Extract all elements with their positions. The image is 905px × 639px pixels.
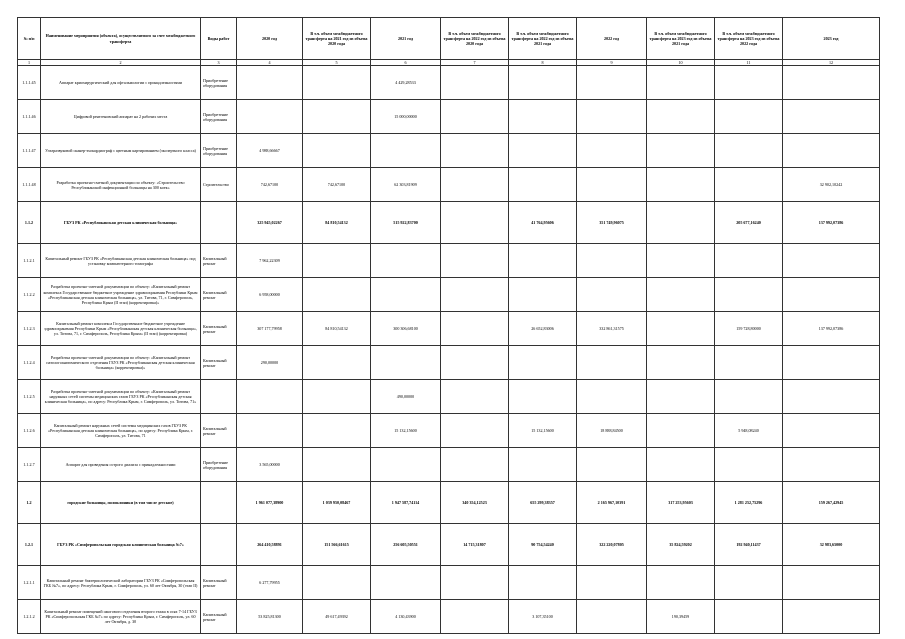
value-cell — [715, 448, 783, 482]
value-cell: 1 961 077,38900 — [237, 482, 303, 524]
col-2021-header: 2021 год — [371, 18, 441, 60]
row-number: 1.1.1.48 — [18, 168, 41, 202]
value-cell: 1 947 587,74114 — [371, 482, 441, 524]
row-name: Капитальный ремонт бактериологической лаборатории ГБУЗ РК «Симферопольская ГКБ №7», по адресу: Республика Крым, г. Симферополь, ул. 60 лет Октября, 30 (этап II) — [41, 566, 201, 600]
budget-table — [17, 17, 880, 634]
col-number: 6 — [371, 60, 441, 66]
row-name: Капитальный ремонт ГБУЗ РК «Республиканская детская клиническая больница» под установку компьютерного томографа — [41, 244, 201, 278]
value-cell: 317 253,95603 — [647, 482, 715, 524]
row-name: Капитальный ремонт помещений ожогового отделения второго этажа в осях 7-14 ГБУЗ РК «Симферопольская ГКБ №7» по адресу: Республика Крым, г. Симферополь, ул. 60 лет Октября, д. 30 — [41, 600, 201, 634]
value-cell: 35 824,59202 — [647, 524, 715, 566]
value-cell — [303, 134, 371, 168]
value-cell: 62 303,81909 — [371, 168, 441, 202]
value-cell — [715, 66, 783, 100]
col-number: 1 — [18, 60, 41, 66]
col-t2023a-header: В т.ч. объем межбюджетного трансферта на 2023 год из объема 2021 года — [647, 18, 715, 60]
value-cell — [647, 168, 715, 202]
value-cell — [441, 312, 509, 346]
value-cell: 3 107,35100 — [509, 600, 577, 634]
row-number: 1.1.2.7 — [18, 448, 41, 482]
value-cell — [577, 244, 647, 278]
value-cell: 2 165 967,10391 — [577, 482, 647, 524]
value-cell — [647, 134, 715, 168]
value-cell: 307 177,79958 — [237, 312, 303, 346]
value-cell — [509, 278, 577, 312]
row-work-type: Приобретение оборудования — [201, 100, 237, 134]
row-work-type: Приобретение оборудования — [201, 134, 237, 168]
table-row — [18, 66, 880, 100]
value-cell — [647, 448, 715, 482]
value-cell — [647, 244, 715, 278]
col-t2022b-header: В т.ч. объем межбюджетного трансферта на 2022 год из объема 2021 года — [509, 18, 577, 60]
table-row — [18, 524, 880, 566]
value-cell — [577, 278, 647, 312]
col-2020-header: 2020 год — [237, 18, 303, 60]
value-cell — [509, 100, 577, 134]
col-t2022a-header: В т.ч. объем межбюджетного трансферта на 2022 год из объема 2020 года — [441, 18, 509, 60]
value-cell: 256 605,50551 — [371, 524, 441, 566]
table-row — [18, 346, 880, 380]
value-cell: 1 281 252,75296 — [715, 482, 783, 524]
value-cell — [237, 100, 303, 134]
value-cell: 742,67100 — [237, 168, 303, 202]
col-number: 10 — [647, 60, 715, 66]
value-cell — [647, 346, 715, 380]
row-work-type — [201, 202, 237, 244]
row-work-type: Капитальный ремонт — [201, 566, 237, 600]
value-cell — [715, 380, 783, 414]
row-number: 1.1.2.1 — [18, 244, 41, 278]
col-work-header: Виды работ — [201, 18, 237, 60]
col-number: 12 — [783, 60, 880, 66]
value-cell — [577, 134, 647, 168]
value-cell: 26 652,83006 — [509, 312, 577, 346]
row-work-type — [201, 524, 237, 566]
value-cell: 32 902,10242 — [783, 168, 880, 202]
row-number: 1.2.1.1 — [18, 566, 41, 600]
table-row — [18, 202, 880, 244]
row-work-type: Приобретение оборудования — [201, 448, 237, 482]
table-row — [18, 278, 880, 312]
value-cell — [371, 566, 441, 600]
value-cell — [783, 134, 880, 168]
value-cell: 290,00000 — [237, 346, 303, 380]
row-name: Разработка проектно-сметной документации по объекту: «Капитальный ремонт наружных сетей системы медицинских газов ГБУЗ РК «Республиканская детская клиническая больница», по адресу: Республика Крым, г. Симферополь, ул. Титова, 71» — [41, 380, 201, 414]
value-cell — [441, 278, 509, 312]
row-name: Цифровой рентгеновский аппарат на 2 рабочих места — [41, 100, 201, 134]
value-cell — [509, 566, 577, 600]
row-work-type: Капитальный ремонт — [201, 278, 237, 312]
value-cell: 53 825,81300 — [237, 600, 303, 634]
value-cell — [371, 134, 441, 168]
value-cell: 15 132,15600 — [371, 414, 441, 448]
table-row — [18, 448, 880, 482]
value-cell: 6 277,79955 — [237, 566, 303, 600]
table-body — [18, 66, 880, 634]
value-cell: 4 130,43900 — [371, 600, 441, 634]
table-row — [18, 100, 880, 134]
table-row — [18, 566, 880, 600]
value-cell — [303, 66, 371, 100]
value-cell: 190,39459 — [647, 600, 715, 634]
value-cell — [647, 66, 715, 100]
value-cell — [303, 346, 371, 380]
value-cell: 151 566,61615 — [303, 524, 371, 566]
value-cell — [647, 566, 715, 600]
value-cell — [783, 566, 880, 600]
value-cell — [647, 414, 715, 448]
value-cell — [715, 278, 783, 312]
value-cell: 15 132,15600 — [509, 414, 577, 448]
value-cell — [647, 100, 715, 134]
row-name: Аппарат криохирургический для офтальмологии с принадлежностями — [41, 66, 201, 100]
row-work-type: Капитальный ремонт — [201, 244, 237, 278]
value-cell: 322 220,07805 — [577, 524, 647, 566]
value-cell — [783, 600, 880, 634]
value-cell — [783, 100, 880, 134]
row-number: 1.1.1.47 — [18, 134, 41, 168]
value-cell — [441, 66, 509, 100]
value-cell — [509, 346, 577, 380]
value-cell — [647, 278, 715, 312]
value-cell — [303, 380, 371, 414]
value-cell — [647, 380, 715, 414]
value-cell — [441, 380, 509, 414]
row-number: 1.1.2.2 — [18, 278, 41, 312]
value-cell: 6 958,00000 — [237, 278, 303, 312]
value-cell — [303, 566, 371, 600]
value-cell — [441, 600, 509, 634]
value-cell: 49 617,49392 — [303, 600, 371, 634]
value-cell — [441, 566, 509, 600]
value-cell: 5 948,08240 — [715, 414, 783, 448]
value-cell: 192 940,11437 — [715, 524, 783, 566]
value-cell: 41 764,95606 — [509, 202, 577, 244]
row-work-type: Капитальный ремонт — [201, 414, 237, 448]
value-cell: 137 992,07386 — [783, 312, 880, 346]
value-cell: 264 410,58891 — [237, 524, 303, 566]
value-cell — [371, 448, 441, 482]
table-row — [18, 482, 880, 524]
value-cell — [509, 66, 577, 100]
row-work-type: Капитальный ремонт — [201, 346, 237, 380]
value-cell — [783, 414, 880, 448]
row-work-type: Капитальный ремонт — [201, 312, 237, 346]
value-cell — [371, 346, 441, 380]
value-cell: 325 945,02267 — [237, 202, 303, 244]
row-number: 1.1.1.45 — [18, 66, 41, 100]
col-t2023b-header: В т.ч. объем межбюджетного трансферта на 2023 год из объема 2022 года — [715, 18, 783, 60]
value-cell — [441, 168, 509, 202]
value-cell: 655 299,38357 — [509, 482, 577, 524]
col-number: 11 — [715, 60, 783, 66]
value-cell: 4 429,28533 — [371, 66, 441, 100]
value-cell: 18 888,84500 — [577, 414, 647, 448]
value-cell — [371, 278, 441, 312]
value-cell — [441, 448, 509, 482]
value-cell — [577, 566, 647, 600]
value-cell — [715, 346, 783, 380]
col-2022-header: 2022 год — [577, 18, 647, 60]
value-cell: 205 677,16240 — [715, 202, 783, 244]
table-row — [18, 414, 880, 448]
value-cell — [783, 380, 880, 414]
value-cell: 32 983,65000 — [783, 524, 880, 566]
value-cell — [783, 244, 880, 278]
value-cell: 159 728,80000 — [715, 312, 783, 346]
value-cell: 14 715,31807 — [441, 524, 509, 566]
row-name: ГБУЗ РК «Симферопольская городская клиническая больница №7» — [41, 524, 201, 566]
value-cell — [715, 566, 783, 600]
value-cell — [577, 346, 647, 380]
row-work-type — [201, 380, 237, 414]
row-number: 1.2.1 — [18, 524, 41, 566]
value-cell — [715, 244, 783, 278]
col-2023-header: 2023 год — [783, 18, 880, 60]
row-number: 1.1.2.6 — [18, 414, 41, 448]
row-name: городские больницы, поликлиники (в том числе детские) — [41, 482, 201, 524]
col-number: 8 — [509, 60, 577, 66]
col-number: 7 — [441, 60, 509, 66]
value-cell — [715, 100, 783, 134]
row-name: Аппарат для проведения острого диализа с принадлежностями — [41, 448, 201, 482]
row-number: 1.1.2 — [18, 202, 41, 244]
row-work-type: Капитальный ремонт — [201, 600, 237, 634]
value-cell — [441, 134, 509, 168]
row-number: 1.2.1.2 — [18, 600, 41, 634]
value-cell: 490,00000 — [371, 380, 441, 414]
value-cell — [509, 244, 577, 278]
value-cell — [577, 448, 647, 482]
value-cell — [715, 600, 783, 634]
row-number: 1.1.2.5 — [18, 380, 41, 414]
row-number: 1.2 — [18, 482, 41, 524]
value-cell — [715, 134, 783, 168]
value-cell — [509, 448, 577, 482]
header-row — [18, 18, 880, 60]
value-cell — [441, 100, 509, 134]
row-name: Разработка проектно-сметной документации по объекту: «Строительство Республиканской инфекционной больницы на 300 коек» — [41, 168, 201, 202]
row-name: Разработка проектно-сметной документации по объекту: «Капитальный ремонт патологоанатомического отделения ГБУЗ РК «Республиканская детская клиническая больница» (корректировка)» — [41, 346, 201, 380]
value-cell — [441, 244, 509, 278]
value-cell — [237, 66, 303, 100]
row-number: 1.1.2.4 — [18, 346, 41, 380]
table-row — [18, 312, 880, 346]
row-name: Разработка проектно-сметной документации по объекту: «Капитальный ремонт комплекса Государственное бюджетное учреждение здравоохранения Республики Крым «Республиканская детская клиническая больница», ул. Титова, 71, г. Симферополь, Республика Крым (II этап) (корректировка)» — [41, 278, 201, 312]
value-cell — [509, 380, 577, 414]
value-cell: 515 922,83700 — [371, 202, 441, 244]
value-cell — [303, 278, 371, 312]
row-name: ГБУЗ РК «Республиканская детская клиническая больница» — [41, 202, 201, 244]
row-name: Капитальный ремонт наружных сетей системы медицинских газов ГБУЗ РК «Республиканская детская клиническая больница», по адресу: Республика Крым, г. Симферополь, ул. Титова, 71 — [41, 414, 201, 448]
row-number: 1.1.1.46 — [18, 100, 41, 134]
row-work-type — [201, 482, 237, 524]
table-row — [18, 134, 880, 168]
value-cell: 3 565,00000 — [237, 448, 303, 482]
value-cell — [237, 380, 303, 414]
value-cell — [303, 100, 371, 134]
value-cell — [783, 278, 880, 312]
value-cell: 300 306,68100 — [371, 312, 441, 346]
table-row — [18, 380, 880, 414]
value-cell: 15 000,00000 — [371, 100, 441, 134]
table-row — [18, 244, 880, 278]
value-cell: 1 039 950,08467 — [303, 482, 371, 524]
value-cell — [303, 448, 371, 482]
row-number: 1.1.2.3 — [18, 312, 41, 346]
table-row — [18, 168, 880, 202]
value-cell — [303, 244, 371, 278]
table-row — [18, 600, 880, 634]
col-number: 2 — [41, 60, 201, 66]
col-number: 3 — [201, 60, 237, 66]
value-cell: 332 861,31575 — [577, 312, 647, 346]
value-cell — [577, 600, 647, 634]
value-cell — [783, 346, 880, 380]
value-cell: 84 810,54132 — [303, 202, 371, 244]
col-no-header: № п/п — [18, 18, 41, 60]
value-cell — [647, 312, 715, 346]
col-number: 9 — [577, 60, 647, 66]
col-number: 4 — [237, 60, 303, 66]
value-cell: 4 988,66667 — [237, 134, 303, 168]
col-t2020-header: В т.ч. объем межбюджетного трансферта на 2021 год из объема 2020 года — [303, 18, 371, 60]
value-cell — [509, 168, 577, 202]
value-cell: 84 810,54132 — [303, 312, 371, 346]
value-cell — [371, 244, 441, 278]
value-cell — [577, 380, 647, 414]
col-name-header: Наименование мероприятия (объекта), осуществляемого за счет межбюджетного трансферта — [41, 18, 201, 60]
value-cell — [647, 202, 715, 244]
value-cell — [783, 66, 880, 100]
value-cell — [441, 346, 509, 380]
value-cell: 7 962,22309 — [237, 244, 303, 278]
value-cell: 340 354,12523 — [441, 482, 509, 524]
value-cell — [509, 134, 577, 168]
value-cell — [577, 168, 647, 202]
row-name: Капитальный ремонт комплекса Государственное бюджетное учреждение здравоохранения Республики Крым «Республиканская детская клиническая больница», ул. Титова, 71, г. Симферополь, Республика Крым» (II этап) (корректировка) — [41, 312, 201, 346]
row-work-type: Приобретение оборудования — [201, 66, 237, 100]
value-cell: 742,67100 — [303, 168, 371, 202]
value-cell — [441, 202, 509, 244]
value-cell — [237, 414, 303, 448]
value-cell: 159 267,42945 — [783, 482, 880, 524]
col-number: 5 — [303, 60, 371, 66]
value-cell — [303, 414, 371, 448]
value-cell — [783, 448, 880, 482]
value-cell — [441, 414, 509, 448]
value-cell: 137 992,07386 — [783, 202, 880, 244]
value-cell — [577, 100, 647, 134]
value-cell — [715, 168, 783, 202]
row-work-type: Строительство — [201, 168, 237, 202]
row-name: Ультразвуковой сканер-эхокардиограф с цветным картированием (экспертного класса) — [41, 134, 201, 168]
value-cell: 351 749,96075 — [577, 202, 647, 244]
value-cell: 90 754,54240 — [509, 524, 577, 566]
value-cell — [577, 66, 647, 100]
